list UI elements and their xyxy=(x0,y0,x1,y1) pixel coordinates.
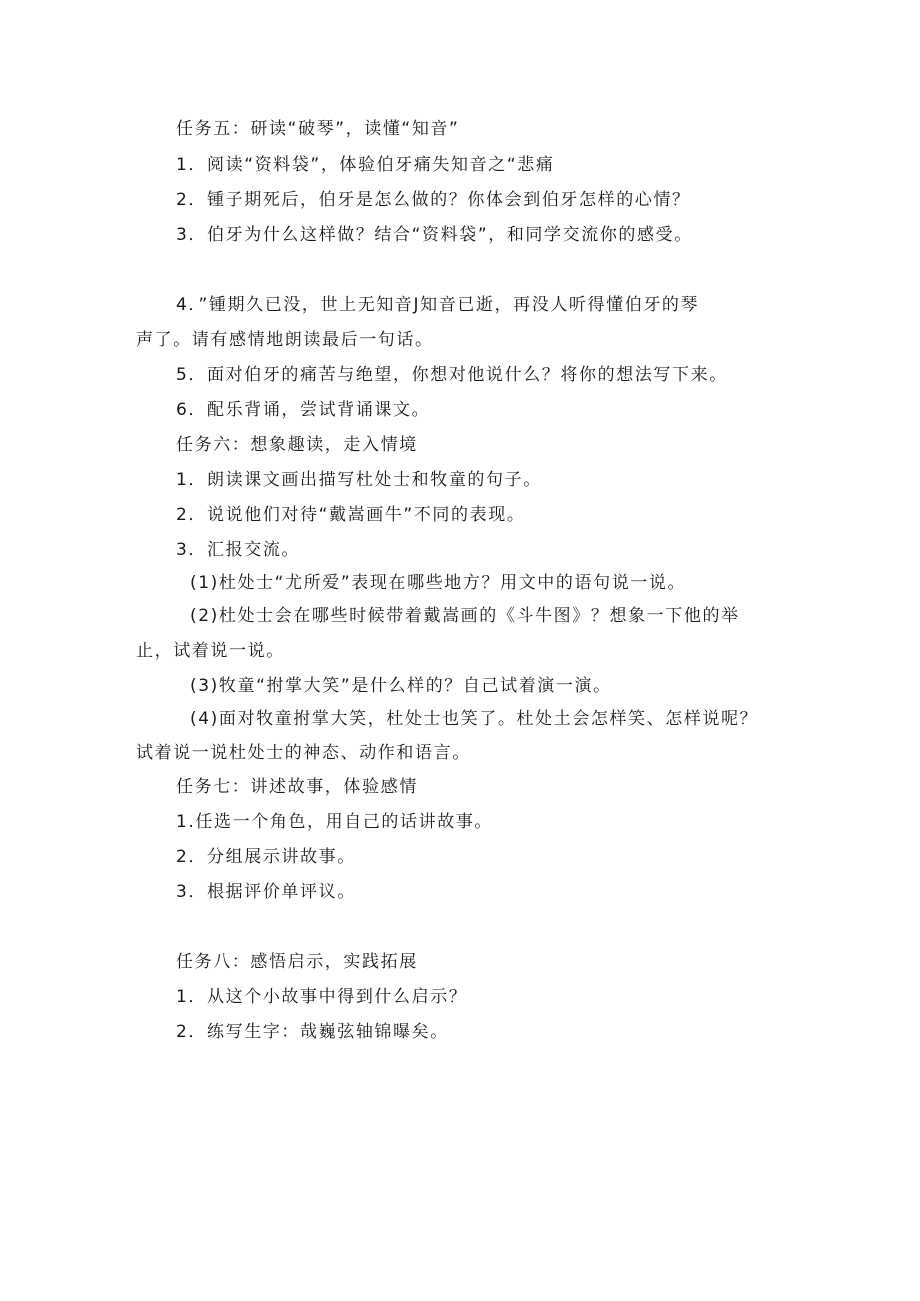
task-5-item-6: 6．配乐背诵，尝试背诵课文。 xyxy=(176,400,431,420)
task-5-item-3: 3．伯牙为什么这样做？结合“资料袋”，和同学交流你的感受。 xyxy=(176,225,693,245)
task-6-heading: 任务六：想象趣读，走入情境 xyxy=(176,435,418,455)
task-8-heading: 任务八：感悟启示，实践拓展 xyxy=(176,952,418,972)
task-7-item-1: 1.任选一个角色，用自己的话讲故事。 xyxy=(176,812,494,832)
task-6-item-2: 2．说说他们对待“戴嵩画牛”不同的表现。 xyxy=(176,505,526,525)
task-8-item-1: 1．从这个小故事中得到什么启示？ xyxy=(176,987,468,1007)
task-7-item-3: 3．根据评价单评议。 xyxy=(176,882,356,902)
task-5-item-4: 4．”锺期久已没，世上无知音J知音已逝，再没人听得懂伯牙的琴 xyxy=(176,295,700,315)
task-5-item-1: 1．阅读“资料袋”，体验伯牙痛失知音之“悲痛 xyxy=(176,155,555,175)
task-5-item-2: 2．锺子期死后，伯牙是怎么做的？你体会到伯牙怎样的心情？ xyxy=(176,190,691,210)
task-6-sub-2-continued: 止，试着说一说。 xyxy=(136,641,285,661)
task-6-sub-1: (1)杜处士“尤所爱”表现在哪些地方？用文中的语句说一说。 xyxy=(190,573,687,593)
task-6-sub-3: (3)牧童“拊掌大笑”是什么样的？自己试着演一演。 xyxy=(190,676,612,696)
task-6-sub-4-continued: 试着说一说杜处士的神态、动作和语言。 xyxy=(136,743,471,763)
task-5-item-4-continued: 声了。请有感情地朗读最后一句话。 xyxy=(136,330,434,350)
task-5-item-5: 5．面对伯牙的痛苦与绝望，你想对他说什么？将你的想法写下来。 xyxy=(176,365,728,385)
task-6-sub-4: (4)面对牧童拊掌大笑，杜处士也笑了。杜处土会怎样笑、怎样说呢？ xyxy=(190,709,759,729)
task-7-heading: 任务七：讲述故事，体验感情 xyxy=(176,777,418,797)
task-5-heading: 任务五：研读“破琴”，读懂“知音” xyxy=(176,119,460,139)
task-6-sub-2: (2)杜处士会在哪些时候带着戴嵩画的《斗牛图》？想象一下他的举 xyxy=(190,606,740,626)
task-6-item-3: 3．汇报交流。 xyxy=(176,540,301,560)
task-8-item-2: 2．练写生字：哉巍弦轴锦曝矣。 xyxy=(176,1022,449,1042)
task-6-item-1: 1．朗读课文画出描写杜处士和牧童的句子。 xyxy=(176,470,542,490)
task-7-item-2: 2．分组展示讲故事。 xyxy=(176,847,356,867)
